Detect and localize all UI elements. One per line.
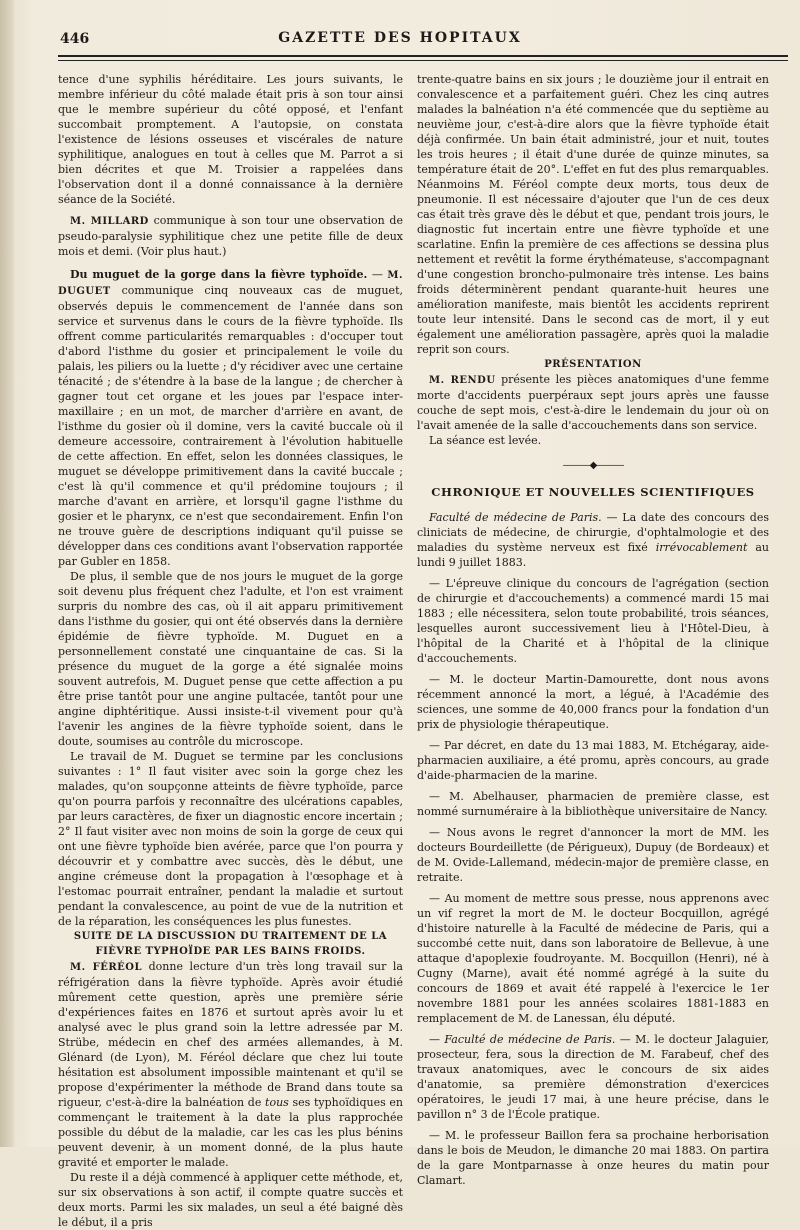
- paragraph: — M. Abelhauser, pharmacien de première classe, est nommé surnuméraire à la bibliothèque universitaire de Nancy.: [417, 790, 769, 818]
- paragraph: — L'épreuve clinique du concours de l'agrégation (section de chirurgie et d'accouchements) a commencé mardi 15 mai 1883 ; elle nécessitera, selon toute probabilité, trois séances, lesquelles auront successivement lieu à l'Hôtel-Dieu, à l'hôpital de la Charité et à l'hôpital de la clinique d'accouchements.: [417, 577, 769, 665]
- speaker-name: M. FÉRÉOL: [70, 962, 143, 973]
- paragraph: trente-quatre bains en six jours ; le douzième jour il entrait en convalescence et a parfaitement guéri. Chez les cinq autres malades la balnéation n'a été commencée que du septième au neuvième jour, c'est-à-dire alors que la fièvre typhoïde était déjà confirmée. Un bain était administré, jour et nuit, toutes les trois heures ; il était d'une durée de quinze minutes, sa température était de 20°. L'effet en fut des plus remarquables. Néanmoins M. Féréol compte deux morts, tous deux de pneumonie. Il est nécessaire d'ajouter que l'un de ces deux cas était très grave dès le début et que, pendant trois jours, le diagnostic fut incertain entre une fièvre typhoïde et une scarlatine. Enfin la première de ces affections se dessina plus nettement et revêtit la forme érythémateuse, s'accompagnant d'une congestion broncho-pulmonaire très intense. Les bains froids déterminèrent pendant quarante-huit heures une amélioration manifeste, mais bientôt les accidents reprirent toute leur intensité. Dans le second cas de mort, il y eut également une amélioration passagère, après quoi la maladie reprit son cours.: [417, 73, 769, 356]
- paragraph: Faculté de médecine de Paris. — La date des concours des cliniciats de médecine, de chirurgie, d'ophtalmologie et des maladies du système nerveux est fixé irrévocablement au lundi 9 juillet 1883.: [417, 511, 770, 569]
- paragraph: — Au moment de mettre sous presse, nous apprenons avec un vif regret la mort de M. le docteur Bocquillon, agrégé d'histoire naturelle à la Faculté de médecine de Paris, qui a succombé cette nuit, dans son laboratoire de Bellevue, à une attaque d'apoplexie foudroyante. M. Bocquillon (Henri), né à Cugny (Marne), avait été nommé agrégé à la suite du concours de 1869 et avait été rappelé à l'exercice le 1er novembre 1881 pour les années scolaires 1881-1883 en remplacement de M. de Lanessan, élu député.: [417, 892, 769, 1025]
- page-binding-shadow: [0, 0, 14, 1147]
- paragraph: Le travail de M. Duguet se termine par les conclusions suivantes : 1° Il faut visiter avec soin la gorge chez les malades, qu'on soupçonne atteints de fièvre typhoïde, parce qu'on pourra parfois y reconnaître des ulcérations capables, par leurs caractères, de fixer un diagnostic encore incertain ; 2° Il faut visiter avec non moins de soin la gorge de ceux qui ont une fièvre typhoïde bien avérée, parce que l'on pourra y découvrir et y combattre avec succès, dès le début, une angine crémeuse dont la propagation à l'œsophage et à l'estomac pourrait entraîner, pendant la maladie et surtout pendant la convalescence, au point de vue de la nutrition et de la réparation, les conséquences les plus funestes.: [58, 750, 403, 928]
- section-ornament: ———◆———: [562, 460, 624, 471]
- header-rule-thin: [58, 60, 788, 61]
- paragraph: — Par décret, en date du 13 mai 1883, M. Etchégaray, aide-pharmacien auxiliaire, a été promu, après concours, au grade d'aide-pharmacien de la marine.: [417, 739, 769, 782]
- paragraph: — Nous avons le regret d'annoncer la mort de MM. les docteurs Bourdeillette (de Périgueux), Dupuy (de Bordeaux) et de M. Ovide-Lallemand, médecin-major de première classe, en retraite.: [417, 826, 769, 884]
- left-column: [58, 72, 403, 1230]
- paragraph: M. RENDU présente les pièces anatomiques d'une femme morte d'accidents puerpéraux sept jours après une fausse couche de sept mois, c'est-à-dire le lendemain du jour où on l'avait amenée de la salle d'accouchements dans son service.: [417, 373, 770, 432]
- paragraph: La séance est levée.: [429, 434, 542, 447]
- speaker-name: M. MILLARD: [70, 216, 149, 227]
- running-head-title: GAZETTE DES HOPITAUX: [278, 30, 522, 46]
- speaker-name: M. RENDU: [429, 375, 496, 386]
- paragraph: — Faculté de médecine de Paris. — M. le docteur Jalaguier, prosecteur, fera, sous la direction de M. Farabeuf, chef des travaux anatomiques, avec le concours de six aides d'anatomie, sa première démonstration d'exercices opératoires, le jeudi 17 mai, à une heure précise, dans le pavillon n° 3 de l'École pratique.: [417, 1033, 769, 1121]
- section-title: CHRONIQUE ET NOUVELLES SCIENTIFIQUES: [431, 485, 755, 499]
- right-column: [417, 72, 769, 1188]
- speaker-name: M. DUGUET: [58, 270, 403, 297]
- header-rule: [58, 55, 788, 57]
- section-heading: Du muguet de la gorge dans la fièvre typhoïde.: [70, 268, 368, 281]
- page-number: 446: [60, 31, 90, 47]
- paragraph: De plus, il semble que de nos jours le muguet de la gorge soit devenu plus fréquent chez l'adulte, et l'on est vraiment surpris du nombre des cas, où il ait apparu primitivement dans l'isthme du gosier, qui ont été observés dans la dernière épidémie de fièvre typhoïde. M. Duguet en a personnellement constaté une cinquantaine de cas. Si la présence du muguet de la gorge a été signalée moins souvent autrefois, M. Duguet pense que cette affection a pu être prise tantôt pour une angine pultacée, tantôt pour une angine diphtéritique. Aussi insiste-t-il vivement pour qu'à l'avenir les angines de la fièvre typhoïde soient, dans le doute, soumises au contrôle du microscope.: [58, 570, 403, 748]
- section-title: SUITE DE LA DISCUSSION DU TRAITEMENT DE LA FIÈVRE TYPHOÏDE PAR LES BAINS FROIDS.: [73, 931, 388, 957]
- paragraph: Du reste il a déjà commencé à appliquer cette méthode, et, sur six observations à son actif, il compte quatre succès et deux morts. Parmi les six malades, un seul a été baigné dès le début, il a pris: [58, 1171, 403, 1229]
- paragraph: — M. le professeur Baillon fera sa prochaine herborisation dans le bois de Meudon, le dimanche 20 mai 1883. On partira de la gare Montparnasse à onze heures du matin pour Clamart.: [417, 1129, 769, 1187]
- paragraph: — M. le docteur Martin-Damourette, dont nous avons récemment annoncé la mort, a légué, à l'Académie des sciences, une somme de 40,000 francs pour la fondation d'un prix de physiologie thérapeutique.: [417, 673, 769, 731]
- paragraph: M. FÉRÉOL donne lecture d'un très long travail sur la réfrigération dans la fièvre typhoïde. Après avoir étudié mûrement cette question, après une première série d'expériences faites en 1876 et surtout après avoir lu et analysé avec le plus grand soin la lettre adressée par M. Strübe, médecin en chef des armées allemandes, à M. Glénard (de Lyon), M. Féréol déclare que chez lui toute hésitation est absolument impossible maintenant et qu'il se propose d'expérimenter la méthode de Brand dans toute sa rigueur, c'est-à-dire la balnéation de tous ses typhoïdiques en commençant le traitement à la date la plus rapprochée possible du début de la maladie, car les cas les plus bénins peuvent devenir, à un moment donné, de la plus haute gravité et emporter le malade.: [58, 960, 403, 1169]
- paragraph: tence d'une syphilis héréditaire. Les jours suivants, le membre inférieur du côté malade était pris à son tour ainsi que le membre supérieur du côté opposé, et l'enfant succombait promptement. A l'autopsie, on constata l'existence de lésions osseuses et viscérales de nature syphilitique, analogues en tout à celles que M. Parrot a si bien décrites et que M. Troisier a rappelées dans l'observation dont il a donné connaissance à la dernière séance de la Société.: [58, 73, 403, 206]
- paragraph: Du muguet de la gorge dans la fièvre typhoïde. — M. DUGUET communique cinq nouveaux cas de muguet, observés depuis le commencement de l'année dans son service et survenus dans le cours de la fièvre typhoïde. Ils offrent comme particularités remarquables : d'occuper tout d'abord l'isthme du gosier et principalement le voile du palais, les piliers ou la luette ; d'y récidiver avec une certaine ténacité ; de s'étendre à la base de la langue ; de chercher à gagner tout cet organe et les joues par l'espace inter-maxillaire ; en un mot, de marcher d'arrière en avant, de l'isthme du gosier où il domine, vers la cavité buccale où il demeure accessoire, contrairement à l'évolution habituelle de cette affection. En effet, selon les données classiques, le muguet se développe primitivement dans la cavité buccale ; c'est là qu'il commence et qu'il prédomine toujours ; il marche d'avant en arrière, et lorsqu'il gagne l'isthme du gosier et le pharynx, ce n'est que secondairement. Enfin l'on ne trouve guère de descriptions indiquant qu'il puisse se développer dans ces conditions avant l'observation rapportée par Gubler en 1858.: [58, 268, 403, 568]
- paragraph: M. MILLARD communique à son tour une observation de pseudo-paralysie syphilitique chez une petite fille de deux mois et demi. (Voir plus haut.): [58, 214, 403, 258]
- section-title: PRÉSENTATION: [544, 359, 642, 370]
